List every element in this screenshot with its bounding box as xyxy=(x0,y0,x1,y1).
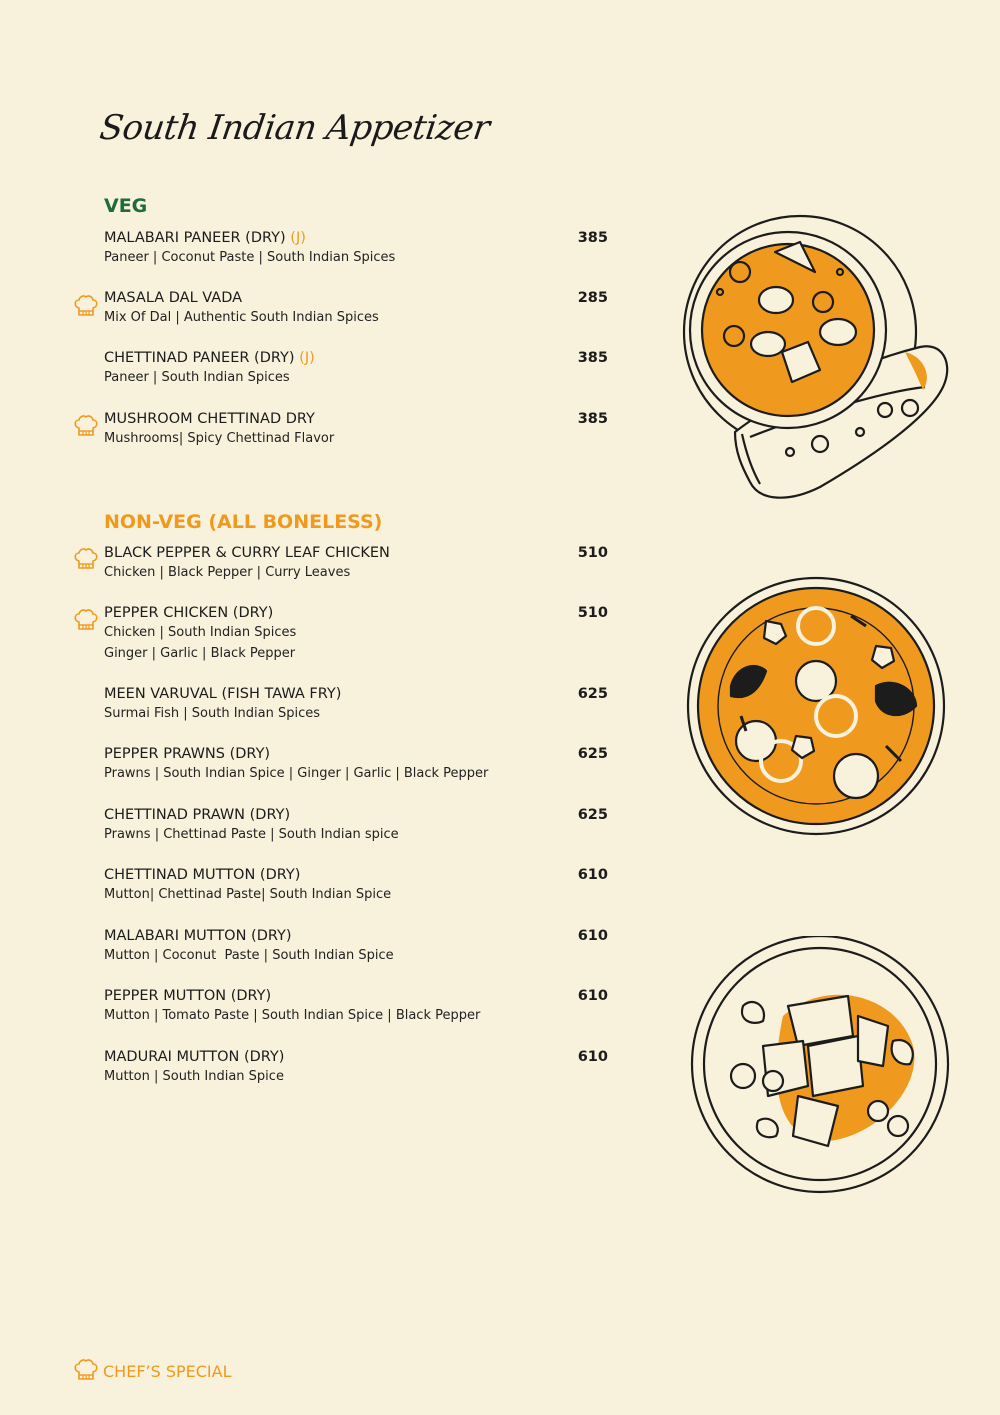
item-desc: Mutton | Coconut Paste | South Indian Spice xyxy=(104,948,394,963)
menu-item xyxy=(104,1047,608,1088)
item-price: 625 xyxy=(577,746,608,762)
item-desc: Mix Of Dal | Authentic South Indian Spices xyxy=(104,310,379,325)
item-name: CHETTINAD PANEER (DRY) xyxy=(104,350,295,366)
item-name: BLACK PEPPER & CURRY LEAF CHICKEN xyxy=(104,545,390,561)
chef-special-legend: CHEF’S SPECIAL xyxy=(103,1362,232,1381)
item-desc: Prawns | Chettinad Paste | South Indian spice xyxy=(104,827,399,842)
menu-item xyxy=(104,409,608,450)
menu-item xyxy=(104,684,608,725)
item-price: 385 xyxy=(577,411,608,427)
chef-hat-icon xyxy=(72,292,100,320)
item-price: 510 xyxy=(577,545,608,561)
item-name: MEEN VARUVAL (FISH TAWA FRY) xyxy=(104,686,342,702)
item-desc: Chicken | Black Pepper | Curry Leaves xyxy=(104,565,351,580)
item-name: PEPPER MUTTON (DRY) xyxy=(104,988,272,1004)
item-desc: Paneer | Coconut Paste | South Indian Spices xyxy=(104,250,396,265)
item-price: 625 xyxy=(577,686,608,702)
chef-hat-icon xyxy=(72,606,100,634)
item-price: 625 xyxy=(577,807,608,823)
curry-dosa-illustration-icon xyxy=(680,212,960,512)
item-price: 610 xyxy=(577,928,608,944)
item-price: 385 xyxy=(577,230,608,246)
menu-item xyxy=(104,288,608,329)
item-name: CHETTINAD MUTTON (DRY) xyxy=(104,867,301,883)
chef-hat-icon xyxy=(72,1356,100,1384)
item-name: PEPPER PRAWNS (DRY) xyxy=(104,746,271,762)
item-name: MASALA DAL VADA xyxy=(104,290,243,306)
item-desc: Prawns | South Indian Spice | Ginger | Garlic | Black Pepper xyxy=(104,766,489,781)
item-price: 285 xyxy=(577,290,608,306)
item-name: MALABARI MUTTON (DRY) xyxy=(104,928,292,944)
item-desc: Mutton | Tomato Paste | South Indian Spice | Black Pepper xyxy=(104,1008,481,1023)
nonveg-heading: NON-VEG (ALL BONELESS) xyxy=(104,511,383,533)
menu-item xyxy=(104,228,608,269)
menu-item xyxy=(104,986,608,1027)
menu-item xyxy=(104,543,608,584)
item-desc: Mutton| Chettinad Paste| South Indian Spice xyxy=(104,887,392,902)
menu-item xyxy=(104,348,608,389)
jain-tag: (J) xyxy=(299,350,315,366)
item-name: CHETTINAD PRAWN (DRY) xyxy=(104,807,291,823)
spiced-platter-illustration-icon xyxy=(686,576,956,846)
menu-item xyxy=(104,744,608,785)
item-desc: Mushrooms| Spicy Chettinad Flavor xyxy=(104,431,335,446)
item-price: 610 xyxy=(577,988,608,1004)
menu-item xyxy=(104,603,608,664)
item-name: MALABARI PANEER (DRY) xyxy=(104,230,286,246)
item-desc: Ginger | Garlic | Black Pepper xyxy=(104,645,296,661)
page-title: South Indian Appetizer xyxy=(97,108,492,148)
item-name: MADURAI MUTTON (DRY) xyxy=(104,1049,285,1065)
item-desc: Surmai Fish | South Indian Spices xyxy=(104,706,321,721)
menu-item xyxy=(104,865,608,906)
menu-item xyxy=(104,805,608,846)
jain-tag: (J) xyxy=(290,230,306,246)
chef-hat-icon xyxy=(72,412,100,440)
item-desc: Mutton | South Indian Spice xyxy=(104,1069,284,1084)
menu-item xyxy=(104,926,608,967)
item-desc: Paneer | South Indian Spices xyxy=(104,370,290,385)
mutton-platter-illustration-icon xyxy=(688,936,958,1196)
chef-hat-icon xyxy=(72,545,100,573)
item-desc: Chicken | South Indian Spices xyxy=(104,625,297,640)
item-name: MUSHROOM CHETTINAD DRY xyxy=(104,411,315,427)
veg-heading: VEG xyxy=(104,195,148,217)
item-name: PEPPER CHICKEN (DRY) xyxy=(104,605,274,621)
item-price: 510 xyxy=(577,605,608,621)
item-price: 610 xyxy=(577,1049,608,1065)
item-price: 385 xyxy=(577,350,608,366)
item-price: 610 xyxy=(577,867,608,883)
